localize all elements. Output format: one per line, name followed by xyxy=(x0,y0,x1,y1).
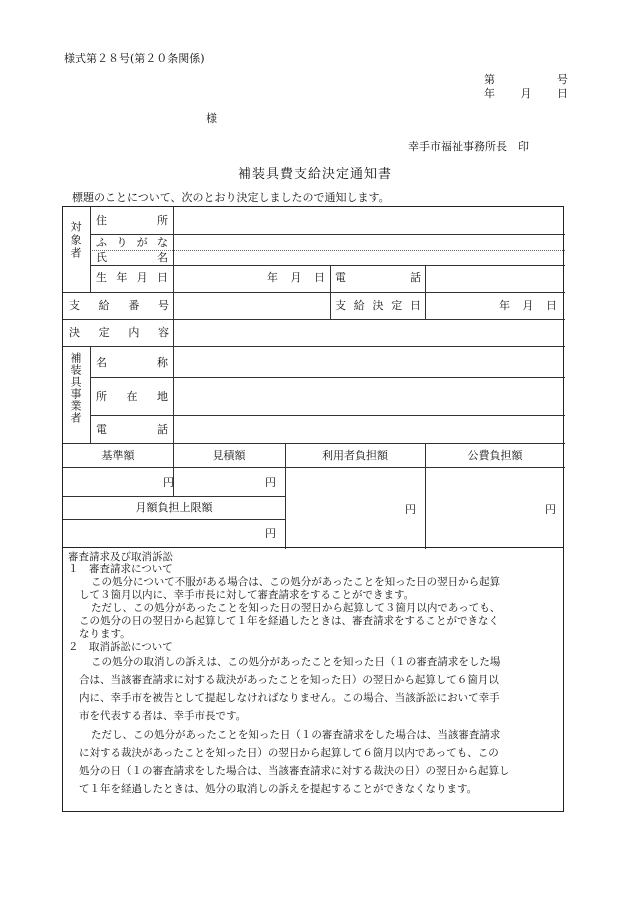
col-estimate-amount: 見積額 xyxy=(212,449,246,462)
phone-field[interactable] xyxy=(426,266,564,292)
birthdate-label xyxy=(96,271,168,284)
decision-field[interactable] xyxy=(174,320,564,346)
date-year: 年 xyxy=(267,271,278,284)
appeal-section-1-line: して３箇月以内に、幸手市長に対して審査請求をすることができます。 xyxy=(79,589,415,601)
appeal-section-1-line: この処分の日の翌日から起算して１年を経過したときは、審査請求をすることができなく xyxy=(79,615,499,627)
subject-label: 対象者 xyxy=(69,221,82,260)
label-char: 号 xyxy=(157,299,169,312)
vendor-location-label xyxy=(96,390,168,403)
appeal-section-1-line: この処分について不服がある場合は、この処分があったことを知った日の翌日から起算 xyxy=(91,576,501,588)
col-public-burden: 公費負担額 xyxy=(467,449,523,462)
label-char: 容 xyxy=(157,326,169,339)
vendor-name-label xyxy=(96,356,168,369)
label-char: が xyxy=(136,236,148,249)
label-char: ふ xyxy=(96,236,107,249)
label-char: 氏 xyxy=(96,251,107,264)
vendor-location-field[interactable] xyxy=(174,378,564,415)
label-char: 話 xyxy=(157,423,168,436)
date-month: 月 xyxy=(290,271,302,284)
public-burden-yen: 円 xyxy=(545,503,556,516)
date-day: 日 xyxy=(557,87,568,100)
label-char: 支 xyxy=(335,299,346,312)
date-year: 年 xyxy=(484,87,495,100)
name-label xyxy=(96,251,168,264)
label-char: 名 xyxy=(157,251,168,264)
payment-date-field[interactable] xyxy=(499,299,557,312)
vendor-phone-field[interactable] xyxy=(174,416,564,443)
decision-table xyxy=(62,206,564,548)
intro-text: 標題のことについて、次のとおり決定しましたので通知します。 xyxy=(72,191,390,204)
appeal-section-2-line: この処分の取消しの訴えは、この処分があったことを知った日（１の審査請求をした場 xyxy=(91,656,501,668)
furigana-label xyxy=(96,236,168,249)
user-burden-yen: 円 xyxy=(405,503,416,516)
label-char: 在 xyxy=(126,390,138,403)
label-char: 決 xyxy=(69,326,80,339)
document-date xyxy=(484,87,568,100)
appeal-section-1-heading: １ 審査請求について xyxy=(68,563,173,575)
issuer: 幸手市福祉事務所長 印 xyxy=(408,140,529,153)
label-char: 住 xyxy=(96,214,107,227)
appeal-section-2-line: に対する裁決があったことを知った日）の翌日から起算して６箇月以内であっても、この xyxy=(79,747,499,759)
appeal-section-2-line: 内に、幸手市を被告として提起しなければなりません。この場合、当該訴訟において幸手 xyxy=(79,692,500,704)
name-field[interactable] xyxy=(174,251,564,265)
appeal-section-1-line: ただし、この処分があったことを知った日の翌日から起算して３箇月以内であっても、 xyxy=(91,602,501,614)
vendor-phone-label xyxy=(96,423,168,436)
label-char: 番 xyxy=(128,299,140,312)
date-year: 年 xyxy=(499,299,510,312)
payment-number-field[interactable] xyxy=(174,293,329,319)
payment-number-label xyxy=(69,299,169,312)
label-char: 電 xyxy=(335,271,346,284)
document-number xyxy=(484,73,568,86)
form-number: 様式第２８号(第２０条関係) xyxy=(64,52,205,65)
label-char: 生 xyxy=(96,271,107,284)
label-char: 決 xyxy=(372,299,384,312)
appeal-notice xyxy=(62,548,564,812)
address-field[interactable] xyxy=(174,207,564,234)
label-char: 給 xyxy=(353,299,365,312)
label-char: 名 xyxy=(96,356,107,369)
appeal-section-2-line: て１年を経過したときは、処分の取消しの訴えを提起することができなくなります。 xyxy=(79,783,478,795)
appeal-section-2-heading: ２ 取消訴訟について xyxy=(68,641,173,653)
label-char: 内 xyxy=(128,326,140,339)
monthly-cap-label: 月額負担上限額 xyxy=(135,501,213,514)
label-char: な xyxy=(156,236,168,249)
address-label xyxy=(96,214,168,227)
label-char: 地 xyxy=(157,390,168,403)
number-prefix: 第 xyxy=(484,73,495,86)
appeal-section-2-line: 市を代表する者は、幸手市長です。 xyxy=(79,710,247,722)
label-char: 定 xyxy=(98,326,110,339)
phone-label xyxy=(335,271,421,284)
number-suffix: 号 xyxy=(557,73,568,86)
estimate-amount-yen: 円 xyxy=(265,476,276,489)
appeal-heading: 審査請求及び取消訴訟 xyxy=(68,551,173,563)
vendor-label: 補装具事業者 xyxy=(69,352,82,424)
label-char: 年 xyxy=(116,271,128,284)
monthly-cap-yen: 円 xyxy=(265,527,276,540)
label-char: 所 xyxy=(157,214,168,227)
label-char: り xyxy=(116,236,128,249)
appeal-section-2-line: 処分の日（１の審査請求をした場合は、当該審査請求に対する裁決の日）の翌日から起算し xyxy=(79,765,510,777)
label-char: 電 xyxy=(96,423,107,436)
recipient-honorific: 様 xyxy=(206,112,217,125)
vendor-name-field[interactable] xyxy=(174,347,564,377)
appeal-section-1-line: なります。 xyxy=(79,628,131,640)
decision-label xyxy=(69,326,169,339)
col-user-burden: 利用者負担額 xyxy=(322,449,388,462)
label-char: 定 xyxy=(391,299,403,312)
furigana-field[interactable] xyxy=(174,235,564,250)
label-char: 所 xyxy=(96,390,107,403)
appeal-section-2-line: 合は、当該審査請求に対する裁決があったことを知った日）の翌日から起算して６箇月以 xyxy=(79,674,499,686)
date-day: 日 xyxy=(314,271,325,284)
label-char: 日 xyxy=(156,271,168,284)
date-day: 日 xyxy=(546,299,557,312)
date-month: 月 xyxy=(522,299,534,312)
label-char: 支 xyxy=(69,299,80,312)
appeal-section-2-line: ただし、この処分があったことを知った日（１の審査請求をした場合は、当該審査請求 xyxy=(91,729,501,741)
standard-amount-yen: 円 xyxy=(163,476,174,489)
label-char: 給 xyxy=(98,299,110,312)
birthdate-field[interactable] xyxy=(267,271,325,284)
label-char: 話 xyxy=(410,271,421,284)
col-standard-amount: 基準額 xyxy=(101,449,135,462)
label-char: 月 xyxy=(136,271,148,284)
page-title: 補装具費支給決定通知書 xyxy=(237,167,392,182)
payment-date-label xyxy=(335,299,421,312)
label-char: 称 xyxy=(157,356,168,369)
date-month: 月 xyxy=(520,87,532,100)
label-char: 日 xyxy=(410,299,421,312)
